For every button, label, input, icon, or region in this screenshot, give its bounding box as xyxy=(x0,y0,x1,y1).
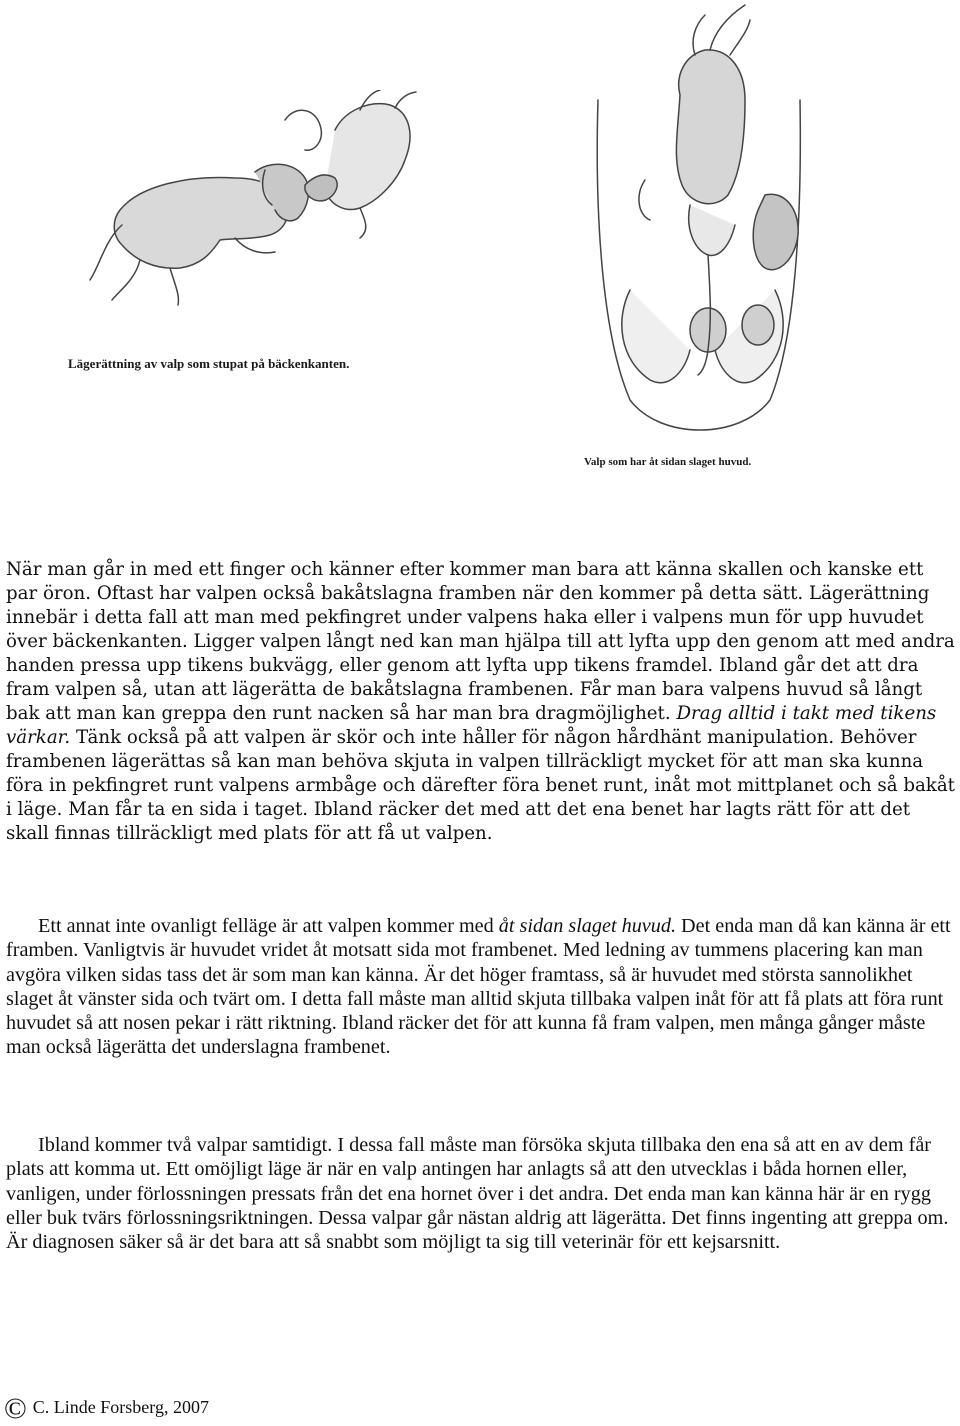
puppy-repositioning-illustration xyxy=(60,90,420,340)
paragraph-1-emphasis: Drag alltid i takt med tikens värkar. xyxy=(6,703,937,748)
copyright-footer xyxy=(4,1392,209,1426)
puppy-head-turned-illustration xyxy=(590,0,810,450)
paragraph-1-text-a: När man går in med ett finger och känner efter kommer man bara att känna skallen och kanske ett par öron. Oftast har valpen också bakåtslagna framben när den kommer på detta sätt. Lägerättning innebär i detta fall att man med pekfingret under valpens haka eller i valpens mun för upp huvudet över bäckenkanten. Ligger valpen långt ned kan man hjälpa till att lyfta upp den genom att med andra handen pressa upp tikens bukvägg, eller genom att lyfta upp tikens framdel. Ibland går det att dra fram valpen så, utan att lägerätta de bakåtslagna frambenen. Får man bara valpens huvud så långt bak att man kan greppa den runt nacken så har man bra dragmöjlighet. xyxy=(6,559,955,724)
paragraph-1 xyxy=(6,558,956,846)
paragraph-3: Ibland kommer två valpar samtidigt. I dessa fall måste man försöka skjuta tillbaka den ena så att en av dem får plats att komma ut. Ett omöjligt läge är när en valp antingen har anlagts så att den utvecklas i båda hornen eller, vanligen, under förlossningen pressats från det ena hornet över i det andra. Det enda man kan känna här är en rygg eller buk tvärs förlossningsriktningen. Dessa valpar går nästan aldrig att lägerätta. Det finns ingenting att greppa om. Är diagnosen säker så är det bara att så snabbt som möjligt ta sig till veterinär för ett kejsarsnitt. xyxy=(6,1134,949,1254)
right-figure-caption: Valp som har åt sidan slaget huvud. xyxy=(584,456,752,468)
copyright-text: C. Linde Forsberg, 2007 xyxy=(32,1397,209,1417)
paragraph-2-text-a: Ett annat inte ovanligt felläge är att valpen kommer med xyxy=(38,915,499,937)
paragraph-2-emphasis: åt sidan slaget huvud. xyxy=(498,915,676,937)
copyright-symbol: © xyxy=(4,1392,27,1425)
left-figure-caption: Lägerättning av valp som stupat på bäckenkanten. xyxy=(68,356,350,371)
paragraph-1-text-b: Tänk också på att valpen är skör och inte håller för någon hårdhänt manipulation. Behöver frambenen lägerättas så kan man behöva skjuta in valpen tillräckligt mycket för att man ska kunna föra in pekfingret runt valpens armbåge och därefter föra benet runt, inåt mot mittplanet och så bakåt i läge. Man får ta en sida i taget. Ibland räcker det med att det ena benet har lagts rätt för att det skall finnas tillräckligt med plats för att få ut valpen. xyxy=(6,727,955,844)
paragraph-2-text-b: Det enda man då kan känna är ett framben. Vanligtvis är huvudet vridet åt motsatt sida mot frambenet. Med ledning av tummens placering kan man avgöra vilken sidas tass det är som man kan känna. Är det höger framtass, så är huvudet med största sannolikhet slaget åt vänster sida och tvärt om. I detta fall måste man alltid skjuta tillbaka valpen inåt för att få plats att föra runt huvudet så att nosen pekar i rätt riktning. Ibland räcker det för att kunna få fram valpen, men många gånger måste man också lägerätta det underslagna frambenet. xyxy=(6,915,951,1059)
paragraph-2 xyxy=(6,914,956,1060)
